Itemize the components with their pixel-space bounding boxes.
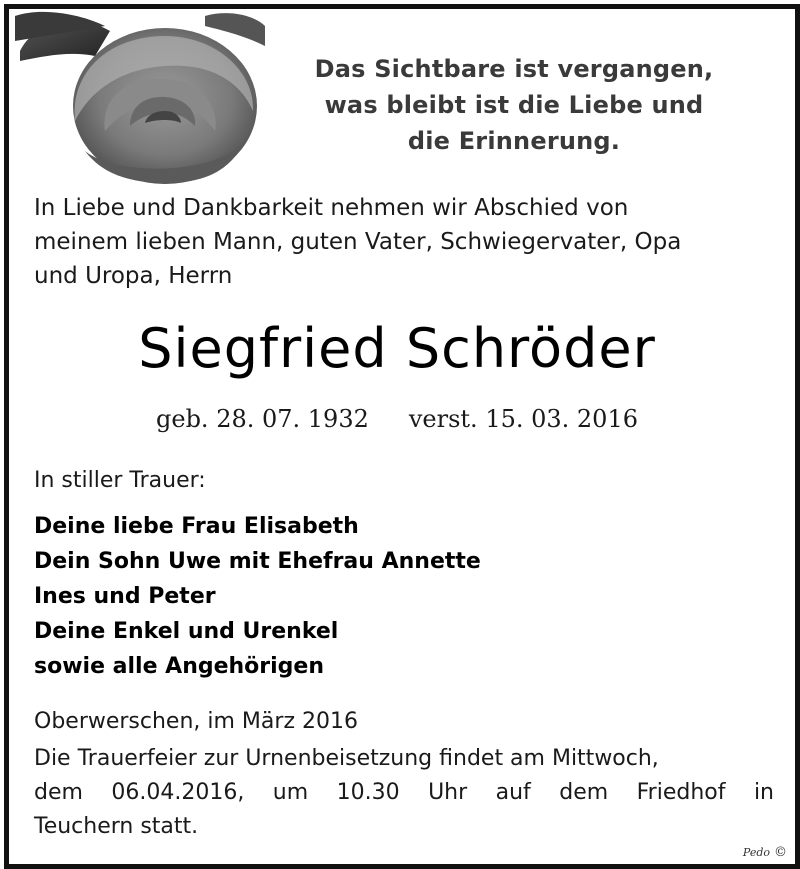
motto-line: was bleibt ist die Liebe und [324, 91, 704, 119]
ceremony-info [34, 742, 774, 844]
intro-line: meinem lieben Mann, guten Vater, Schwiegervater, Opa [34, 229, 682, 255]
rose-image [15, 11, 265, 191]
intro-text [34, 191, 784, 293]
intro-line: und Uropa, Herrn [34, 263, 233, 289]
designer-signature [743, 845, 787, 860]
mourner-item: Deine Enkel und Urenkel [34, 619, 339, 644]
copyright-icon: © [774, 845, 787, 860]
mourner-item: sowie alle Angehörigen [34, 654, 325, 679]
death-date: verst. 15. 03. 2016 [408, 405, 638, 433]
intro-line: In Liebe und Dankbarkeit nehmen wir Abschied von [34, 195, 629, 221]
mourners-list [34, 509, 774, 684]
place-date: Oberwerschen, im März 2016 [34, 709, 358, 734]
mourning-heading: In stiller Trauer: [34, 468, 206, 493]
deceased-name: Siegfried Schröder [138, 317, 656, 380]
motto [294, 51, 734, 159]
life-dates [9, 402, 785, 436]
ceremony-line: Die Trauerfeier zur Urnenbeisetzung findet am Mittwoch, [34, 746, 659, 771]
birth-date: geb. 28. 07. 1932 [156, 405, 369, 433]
mourner-item: Dein Sohn Uwe mit Ehefrau Annette [34, 549, 481, 574]
mourner-item: Deine liebe Frau Elisabeth [34, 514, 359, 539]
ceremony-line: dem 06.04.2016, um 10.30 Uhr auf dem Friedhof in [34, 780, 774, 805]
ceremony-line: Teuchern statt. [34, 814, 199, 839]
motto-line: die Erinnerung. [407, 127, 621, 155]
motto-line: Das Sichtbare ist vergangen, [314, 55, 714, 83]
obituary-frame [4, 4, 800, 869]
signature-name: Pedo [742, 846, 770, 859]
mourner-item: Ines und Peter [34, 584, 216, 609]
